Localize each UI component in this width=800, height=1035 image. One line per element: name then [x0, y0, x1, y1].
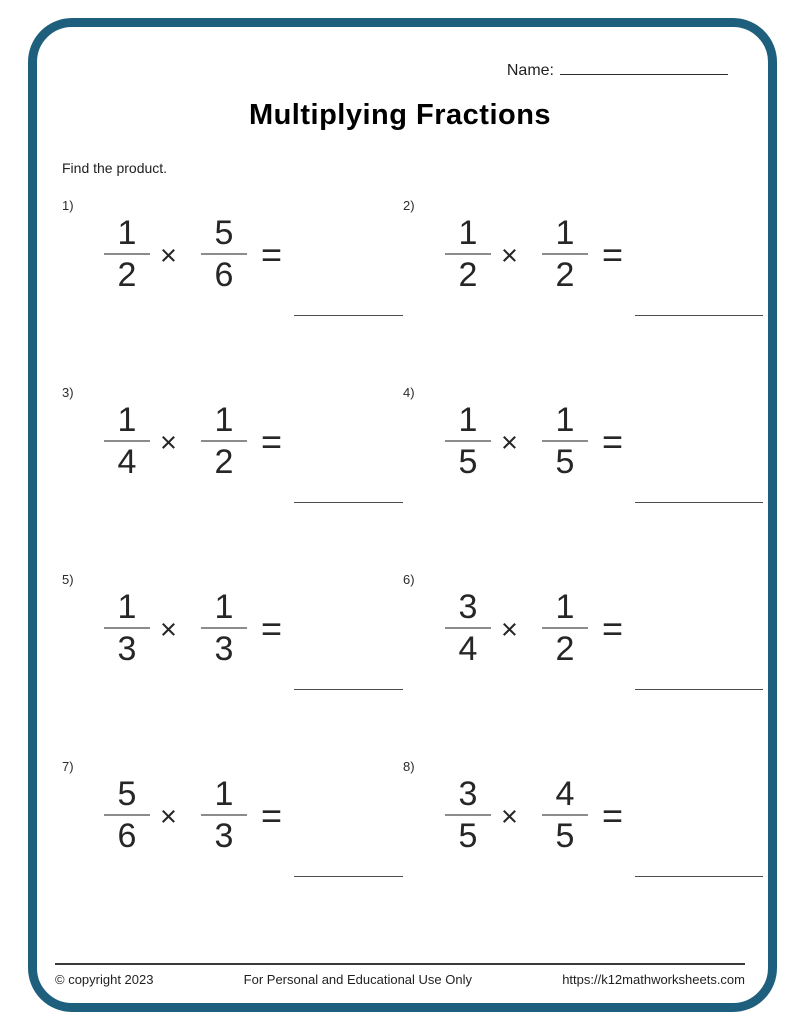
fraction-bar [445, 440, 491, 443]
fraction-bar [445, 814, 491, 817]
numerator: 1 [117, 213, 137, 252]
denominator: 4 [458, 630, 478, 669]
denominator: 4 [117, 443, 137, 482]
website-url: https://k12mathworksheets.com [562, 972, 745, 987]
times-symbol: × [501, 426, 518, 459]
fraction-bar [104, 440, 150, 443]
problem-3 [62, 383, 403, 489]
fraction-2 [542, 776, 588, 855]
times-symbol: × [160, 613, 177, 646]
fraction-bar [542, 253, 588, 256]
denominator: 2 [458, 256, 478, 295]
times-symbol: × [160, 800, 177, 833]
problem-number: 6) [403, 572, 415, 587]
problem-4 [403, 383, 763, 489]
problem-1 [62, 196, 403, 302]
footer [55, 972, 745, 987]
fraction-bar [542, 627, 588, 630]
denominator: 5 [458, 817, 478, 856]
problem-7 [62, 757, 403, 863]
fraction-2 [201, 402, 247, 481]
equals-symbol: = [260, 421, 282, 462]
name-row [0, 58, 728, 80]
denominator: 2 [555, 630, 575, 669]
numerator: 4 [555, 774, 575, 813]
denominator: 6 [214, 256, 234, 295]
problems-grid [62, 196, 752, 944]
numerator: 1 [555, 587, 575, 626]
numerator: 3 [458, 587, 478, 626]
name-label: Name: [506, 62, 554, 79]
denominator: 6 [117, 817, 137, 856]
copyright-text: © copyright 2023 [55, 972, 154, 987]
denominator: 3 [214, 630, 234, 669]
times-symbol: × [501, 800, 518, 833]
fraction-2 [201, 776, 247, 855]
equals-symbol: = [601, 795, 623, 836]
answer-line[interactable] [294, 492, 403, 503]
problem-5 [62, 570, 403, 676]
numerator: 1 [458, 213, 478, 252]
answer-line[interactable] [635, 305, 763, 316]
equals-symbol: = [260, 795, 282, 836]
fraction-1 [104, 402, 150, 481]
answer-line[interactable] [635, 679, 763, 690]
problem-8 [403, 757, 763, 863]
problem-number: 7) [62, 759, 74, 774]
problem-6 [403, 570, 763, 676]
numerator: 5 [117, 774, 137, 813]
instruction-text: Find the product. [62, 160, 168, 176]
numerator: 1 [117, 400, 137, 439]
fraction-1 [104, 776, 150, 855]
fraction-2 [542, 589, 588, 668]
numerator: 5 [214, 213, 234, 252]
denominator: 5 [458, 443, 478, 482]
numerator: 1 [214, 774, 234, 813]
equals-symbol: = [601, 234, 623, 275]
times-symbol: × [501, 239, 518, 272]
answer-line[interactable] [294, 305, 403, 316]
denominator: 3 [117, 630, 137, 669]
numerator: 3 [458, 774, 478, 813]
denominator: 5 [555, 817, 575, 856]
fraction-bar [445, 253, 491, 256]
numerator: 1 [214, 587, 234, 626]
fraction-2 [201, 215, 247, 294]
fraction-bar [445, 627, 491, 630]
problem-number: 3) [62, 385, 74, 400]
equals-symbol: = [260, 608, 282, 649]
fraction-bar [104, 814, 150, 817]
denominator: 3 [214, 817, 234, 856]
problem-number: 5) [62, 572, 74, 587]
times-symbol: × [160, 426, 177, 459]
fraction-bar [542, 814, 588, 817]
answer-line[interactable] [635, 492, 763, 503]
name-fill-in-line[interactable] [560, 58, 728, 75]
denominator: 2 [555, 256, 575, 295]
numerator: 1 [555, 400, 575, 439]
fraction-bar [201, 814, 247, 817]
problem-number: 1) [62, 198, 74, 213]
numerator: 1 [214, 400, 234, 439]
fraction-1 [445, 215, 491, 294]
answer-line[interactable] [294, 866, 403, 877]
fraction-bar [201, 440, 247, 443]
denominator: 2 [214, 443, 234, 482]
times-symbol: × [160, 239, 177, 272]
answer-line[interactable] [294, 679, 403, 690]
problem-number: 2) [403, 198, 415, 213]
fraction-1 [445, 589, 491, 668]
fraction-bar [104, 253, 150, 256]
worksheet-title: Multiplying Fractions [248, 99, 552, 131]
equals-symbol: = [601, 608, 623, 649]
answer-line[interactable] [635, 866, 763, 877]
fraction-1 [445, 402, 491, 481]
fraction-2 [542, 215, 588, 294]
numerator: 1 [555, 213, 575, 252]
fraction-bar [201, 627, 247, 630]
fraction-bar [542, 440, 588, 443]
numerator: 1 [117, 587, 137, 626]
denominator: 2 [117, 256, 137, 295]
fraction-1 [104, 589, 150, 668]
fraction-2 [542, 402, 588, 481]
fraction-1 [104, 215, 150, 294]
numerator: 1 [458, 400, 478, 439]
fraction-bar [201, 253, 247, 256]
footer-divider [55, 963, 745, 965]
equals-symbol: = [260, 234, 282, 275]
fraction-1 [445, 776, 491, 855]
fraction-2 [201, 589, 247, 668]
fraction-bar [104, 627, 150, 630]
usage-text: For Personal and Educational Use Only [243, 972, 473, 987]
problem-2 [403, 196, 763, 302]
times-symbol: × [501, 613, 518, 646]
problem-number: 4) [403, 385, 415, 400]
equals-symbol: = [601, 421, 623, 462]
problem-number: 8) [403, 759, 415, 774]
denominator: 5 [555, 443, 575, 482]
